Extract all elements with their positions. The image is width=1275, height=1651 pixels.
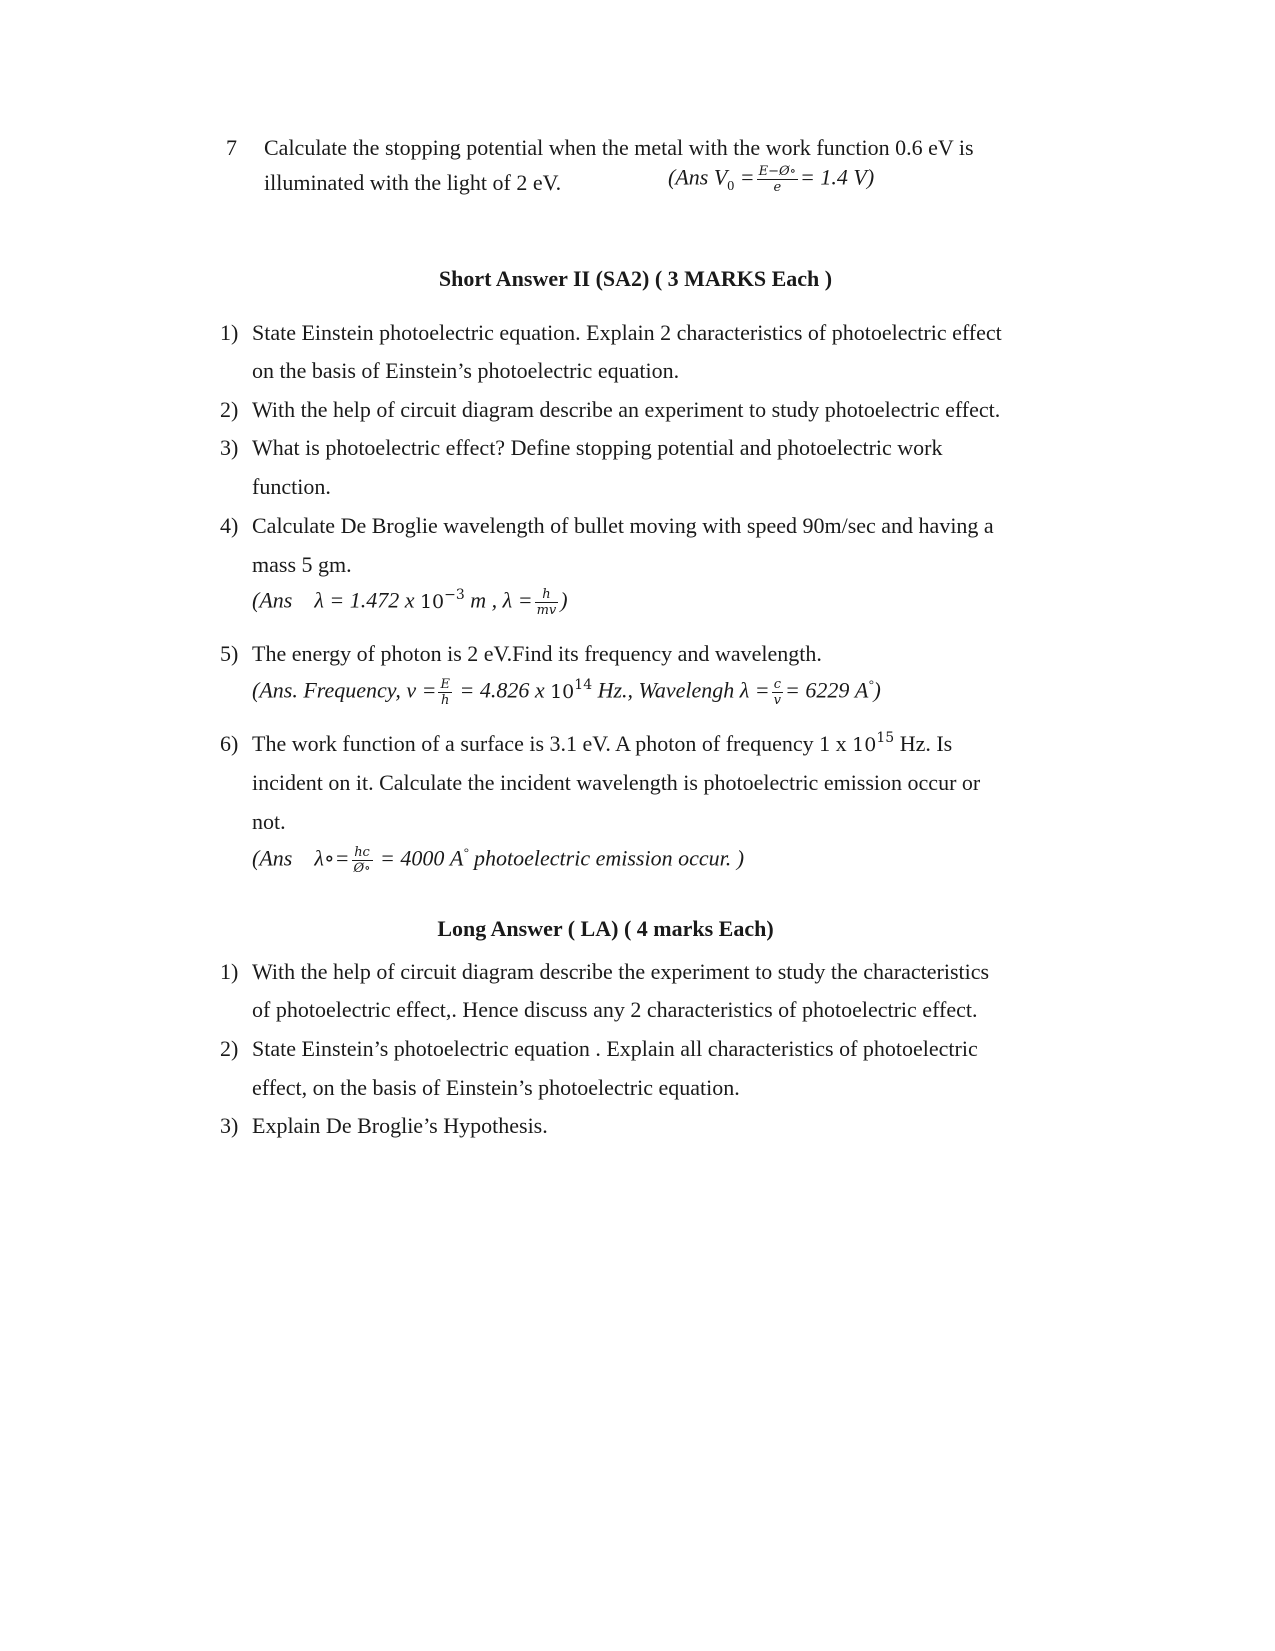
la-q2-line1: State Einstein’s photoelectric equation . Explain all characteristics of photoelectric [252,1036,978,1061]
q7-number: 7 [226,135,237,160]
sa2-q2-line1: With the help of circuit diagram describe an experiment to study photoelectric effect. [252,397,1001,422]
sa2-q5-answer: (Ans. Frequency, v = $\frac{E}{h}$ = 4.826 x $10^{14}$ Hz., Wavelengh λ = $\frac{c}{v}$ = 6229 A°) [252,676,881,708]
la-q3-number: 3) [220,1113,239,1138]
sa2-q4-line1: Calculate De Broglie wavelength of bullet moving with speed 90m/sec and having a [252,513,994,538]
la-heading: Long Answer ( LA) ( 4 marks Each) [437,916,774,941]
sa2-q6-line3: not. [252,809,286,834]
la-q1-line1: With the help of circuit diagram describe the experiment to study the characteristics [252,959,990,984]
la-q2-number: 2) [220,1036,239,1061]
sa2-q3-number: 3) [220,435,239,460]
sa2-q6-line2: incident on it. Calculate the incident wavelength is photoelectric emission occur or [252,770,981,795]
sa2-q2-number: 2) [220,397,239,422]
la-q2-line2: effect, on the basis of Einstein’s photoelectric equation. [252,1075,740,1100]
sa2-q1-number: 1) [220,320,239,345]
sa2-q4-number: 4) [220,513,239,538]
sa2-q4-line2: mass 5 gm. [252,552,352,577]
la-q1-line2: of photoelectric effect,. Hence discuss any 2 characteristics of photoelectric effect. [252,997,978,1022]
sa2-q1-line2: on the basis of Einstein’s photoelectric equation. [252,358,680,383]
sa2-q3-line2: function. [252,474,331,499]
sa2-q6-number: 6) [220,731,239,756]
q7-line1: Calculate the stopping potential when the metal with the work function 0.6 eV is [264,135,974,160]
sa2-q6-answer: (Ans λ∘= $\frac{hc}{Ø\circ}$ = 4000 A° photoelectric emission occur. ) [252,844,745,876]
la-q3-line1: Explain De Broglie’s Hypothesis. [252,1113,548,1138]
sa2-q3-line1: What is photoelectric effect? Define stopping potential and photoelectric work [252,435,943,460]
q7-line2: illuminated with the light of 2 eV. [264,170,562,195]
sa2-q4-answer: (Ans λ = 1.472 x $10^{-3}$ m , λ = $\frac{h}{mv}$ ) [252,586,568,618]
la-q1-number: 1) [220,959,239,984]
sa2-q1-line1: State Einstein photoelectric equation. Explain 2 characteristics of photoelectric effect [252,320,1002,345]
sa2-q5-line1: The energy of photon is 2 eV.Find its frequency and wavelength. [252,641,822,666]
sa2-heading: Short Answer II (SA2) ( 3 MARKS Each ) [438,266,833,291]
q7-answer: (Ans $V_0$ = $\frac{E-Ø\circ}{e}$ = 1.4 V) [668,164,875,195]
sa2-q6-line1: The work function of a surface is 3.1 eV. A photon of frequency 1 x $10^{15}$ Hz. Is [252,730,953,756]
sa2-q5-number: 5) [220,641,239,666]
